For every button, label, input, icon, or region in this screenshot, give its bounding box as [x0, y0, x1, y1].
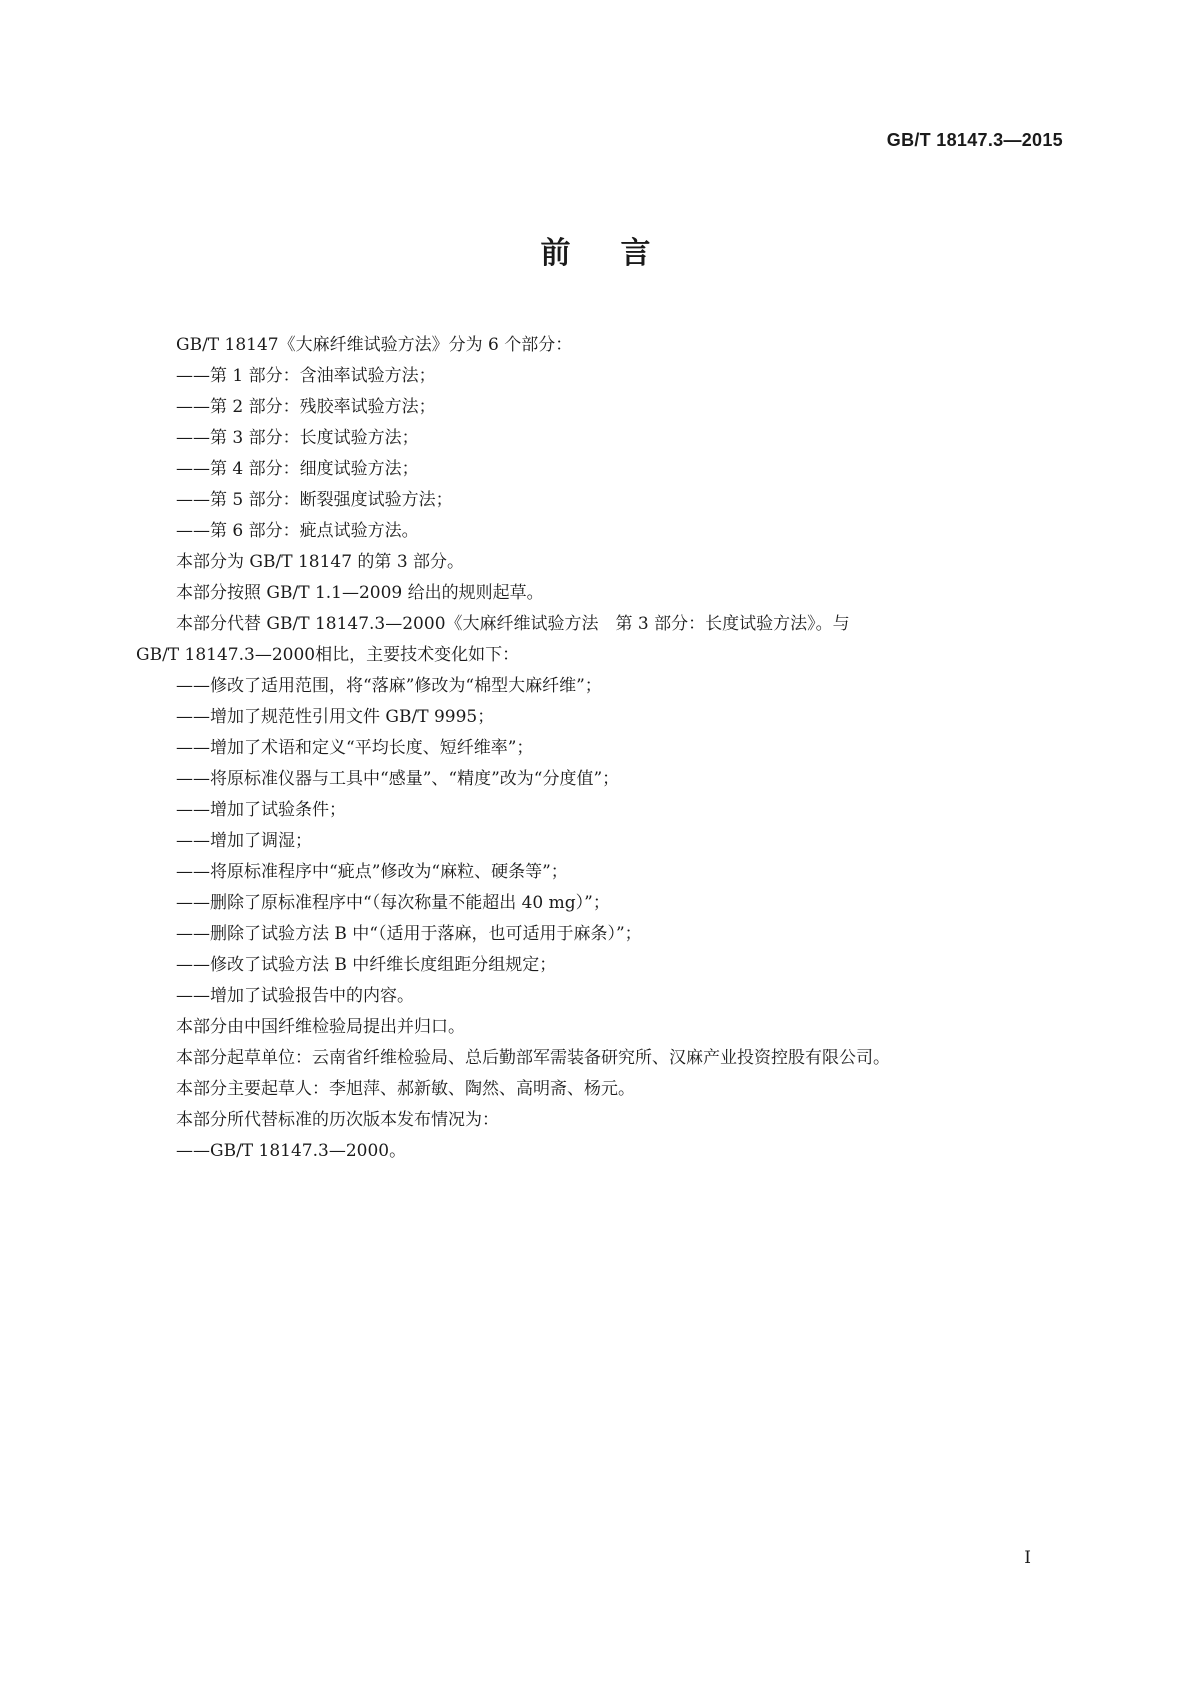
list-item: ——第 1 部分：含油率试验方法；: [176, 366, 436, 386]
list-item: ——将原标准程序中“疵点”修改为“麻粒、硬条等”；: [176, 862, 568, 882]
text-line: GB/T 18147《大麻纤维试验方法》分为 6 个部分：: [176, 335, 573, 355]
list-item: ——第 6 部分：疵点试验方法。: [176, 521, 419, 541]
standard-code: GB/T 18147.3—2015: [886, 130, 1063, 150]
list-item: ——增加了试验报告中的内容。: [176, 986, 414, 1006]
text-line-continuation: GB/T 18147.3—2000相比，主要技术变化如下：: [136, 645, 520, 665]
list-item: ——增加了规范性引用文件 GB/T 9995；: [176, 707, 495, 727]
text-line: 本部分代替 GB/T 18147.3—2000《大麻纤维试验方法 第 3 部分：长度试验方法》。与: [176, 614, 850, 634]
text-line: 本部分起草单位：云南省纤维检验局、总后勤部军需装备研究所、汉麻产业投资控股有限公司。: [176, 1048, 890, 1068]
page-title: 前言: [540, 236, 701, 271]
list-item: ——第 2 部分：残胶率试验方法；: [176, 397, 436, 417]
list-item: ——第 5 部分：断裂强度试验方法；: [176, 490, 453, 510]
list-item: ——将原标准仪器与工具中“感量”、“精度”改为“分度值”；: [176, 769, 620, 789]
list-item: ——修改了试验方法 B 中纤维长度组距分组规定；: [176, 955, 557, 975]
list-item: ——增加了试验条件；: [176, 800, 346, 820]
list-item: ——删除了试验方法 B 中“（适用于落麻，也可适用于麻条）”；: [176, 924, 642, 944]
page-number: I: [1024, 1548, 1031, 1568]
list-item: ——第 3 部分：长度试验方法；: [176, 428, 419, 448]
list-item: ——修改了适用范围，将“落麻”修改为“棉型大麻纤维”；: [176, 676, 602, 696]
text-line: 本部分主要起草人：李旭萍、郝新敏、陶然、高明斋、杨元。: [176, 1079, 635, 1099]
list-item: ——增加了术语和定义“平均长度、短纤维率”；: [176, 738, 534, 758]
document-body: [136, 330, 1056, 1167]
list-item: ——GB/T 18147.3—2000。: [176, 1141, 407, 1161]
text-line: 本部分按照 GB/T 1.1—2009 给出的规则起草。: [176, 583, 544, 603]
list-item: ——增加了调湿；: [176, 831, 312, 851]
list-item: ——删除了原标准程序中“（每次称量不能超出 40 mg）”；: [176, 893, 610, 913]
text-line: 本部分为 GB/T 18147 的第 3 部分。: [176, 552, 465, 572]
text-line: 本部分由中国纤维检验局提出并归口。: [176, 1017, 465, 1037]
text-line: 本部分所代替标准的历次版本发布情况为：: [176, 1110, 499, 1130]
list-item: ——第 4 部分：细度试验方法；: [176, 459, 419, 479]
